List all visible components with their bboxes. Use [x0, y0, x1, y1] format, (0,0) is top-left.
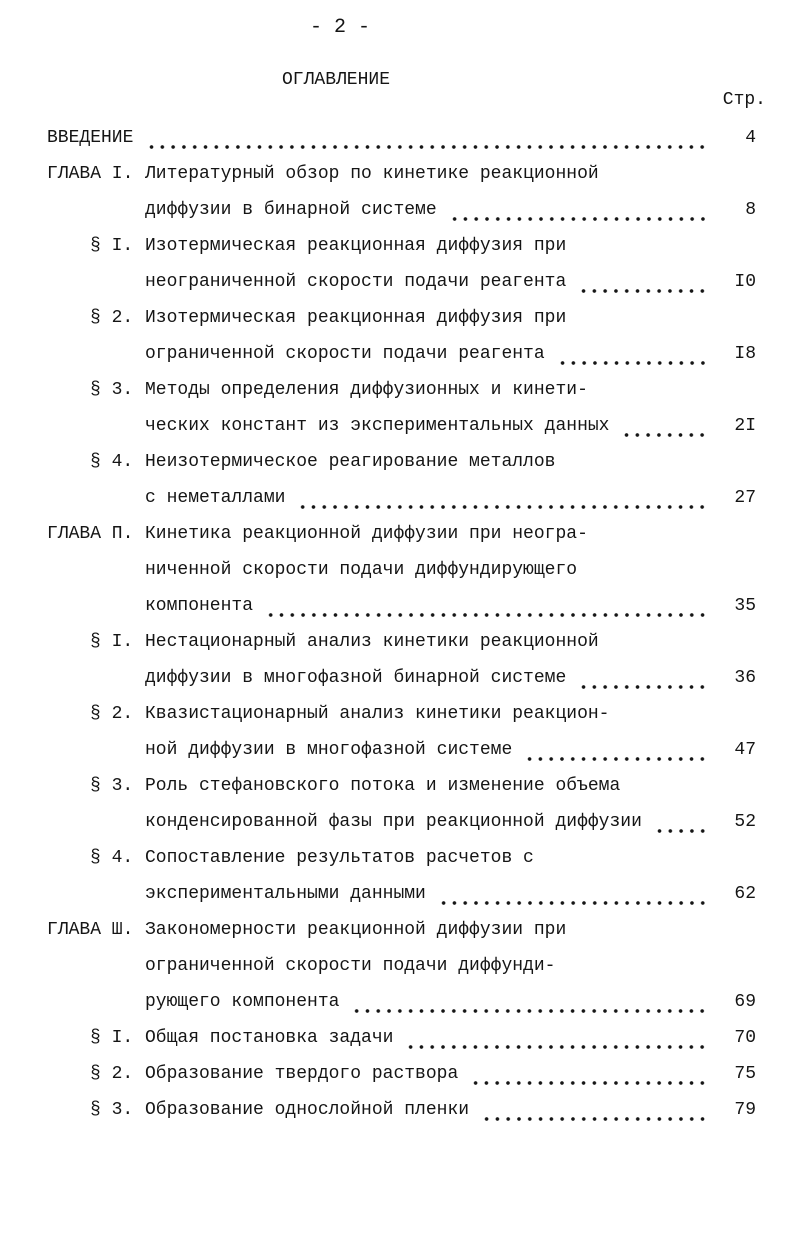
- page-reference: I0: [734, 272, 756, 292]
- dot-leader: [264, 588, 708, 624]
- page-reference: 47: [734, 740, 756, 760]
- entry-text-line: [0, 696, 712, 732]
- entry-title-text: компонента: [145, 596, 254, 616]
- entry-text-line: [0, 948, 712, 984]
- page-reference: 2I: [734, 416, 756, 436]
- entry-text-line: [0, 444, 712, 480]
- entry-text-line: [0, 372, 712, 408]
- entry-title-text: неограниченной скорости подачи реагента: [145, 272, 567, 292]
- dot-leader: [577, 660, 708, 696]
- entry-title-text: рующего компонента: [145, 992, 340, 1012]
- section-label: § 3.: [90, 776, 134, 796]
- entry-title-text: ческих констант из экспериментальных данных: [145, 416, 610, 436]
- entry-text-line: [0, 408, 712, 444]
- entry-text-line: [0, 732, 712, 768]
- page-reference: I8: [734, 344, 756, 364]
- entry-text-line: [0, 264, 712, 300]
- entry-title-text: Нестационарный анализ кинетики реакционной: [145, 632, 599, 652]
- page-reference: 27: [734, 488, 756, 508]
- entry-title-text: с неметаллами: [145, 488, 286, 508]
- entry-text-line: [0, 336, 712, 372]
- entry-title-text: Роль стефановского потока и изменение объема: [145, 776, 621, 796]
- dot-leader: [577, 264, 708, 300]
- page-reference: 8: [745, 200, 756, 220]
- entry-text-line: [0, 660, 712, 696]
- dot-leader: [350, 984, 708, 1020]
- entry-text-line: [0, 516, 712, 552]
- dot-leader: [437, 876, 708, 912]
- entry-title-text: Изотермическая реакционная диффузия при: [145, 308, 567, 328]
- entry-title-text: ниченной скорости подачи диффундирующего: [145, 560, 578, 580]
- entry-title-text: конденсированной фазы при реакционной диффузии: [145, 812, 642, 832]
- chapter-label: ГЛАВА П.: [47, 524, 134, 544]
- dot-leader: [620, 408, 708, 444]
- entry-text-line: [0, 1020, 712, 1056]
- entry-text-line: [0, 984, 712, 1020]
- dot-leader: [523, 732, 708, 768]
- entry-title-text: диффузии в многофазной бинарной системе: [145, 668, 567, 688]
- entry-text-line: [0, 228, 712, 264]
- entry-text-line: [0, 588, 712, 624]
- dot-leader: [448, 192, 708, 228]
- section-label: § 3.: [90, 1100, 134, 1120]
- entry-text-line: [0, 192, 712, 228]
- entry-title-text: ВВЕДЕНИЕ: [47, 128, 134, 148]
- page-reference: 75: [734, 1064, 756, 1084]
- section-label: § 2.: [90, 704, 134, 724]
- entry-title-text: ограниченной скорости подачи реагента: [145, 344, 545, 364]
- entry-title-text: Неизотермическое реагирование металлов: [145, 452, 556, 472]
- page-column-header: Стр.: [722, 90, 766, 110]
- chapter-label: ГЛАВА Ш.: [47, 920, 134, 940]
- entry-text-line: [0, 1056, 712, 1092]
- entry-text-line: [0, 480, 712, 516]
- entry-text-line: [0, 120, 712, 156]
- entry-title-text: Общая постановка задачи: [145, 1028, 394, 1048]
- entry-title-text: Изотермическая реакционная диффузия при: [145, 236, 567, 256]
- page-reference: 36: [734, 668, 756, 688]
- entry-text-line: [0, 624, 712, 660]
- section-label: § I.: [90, 236, 134, 256]
- section-label: § 4.: [90, 848, 134, 868]
- page-reference: 79: [734, 1100, 756, 1120]
- section-label: § 2.: [90, 1064, 134, 1084]
- entry-text-line: [0, 768, 712, 804]
- entry-title-text: Литературный обзор по кинетике реакционной: [145, 164, 599, 184]
- entry-text-line: [0, 156, 712, 192]
- entry-title-text: ной диффузии в многофазной системе: [145, 740, 513, 760]
- entry-title-text: Закономерности реакционной диффузии при: [145, 920, 567, 940]
- section-label: § 2.: [90, 308, 134, 328]
- chapter-label: ГЛАВА I.: [47, 164, 134, 184]
- page-reference: 52: [734, 812, 756, 832]
- section-label: § 3.: [90, 380, 134, 400]
- entry-text-line: [0, 840, 712, 876]
- dot-leader: [469, 1056, 708, 1092]
- entry-text-line: [0, 912, 712, 948]
- dot-leader: [556, 336, 708, 372]
- entry-title-text: Сопоставление результатов расчетов с: [145, 848, 534, 868]
- section-label: § I.: [90, 632, 134, 652]
- entry-title-text: Образование однослойной пленки: [145, 1100, 470, 1120]
- section-label: § I.: [90, 1028, 134, 1048]
- page-reference: 4: [745, 128, 756, 148]
- entry-title-text: экспериментальными данными: [145, 884, 426, 904]
- dot-leader: [653, 804, 708, 840]
- page-reference: 35: [734, 596, 756, 616]
- page-reference: 70: [734, 1028, 756, 1048]
- document-title: ОГЛАВЛЕНИЕ: [281, 70, 391, 90]
- dot-leader: [296, 480, 708, 516]
- entry-title-text: Образование твердого раствора: [145, 1064, 459, 1084]
- entry-title-text: диффузии в бинарной системе: [145, 200, 437, 220]
- dot-leader: [480, 1092, 708, 1128]
- dot-leader: [404, 1020, 708, 1056]
- page-reference: 69: [734, 992, 756, 1012]
- entry-text-line: [0, 1092, 712, 1128]
- entry-title-text: Квазистационарный анализ кинетики реакцион-: [145, 704, 610, 724]
- entry-text-line: [0, 804, 712, 840]
- page-number: - 2 -: [309, 16, 370, 39]
- entry-text-line: [0, 300, 712, 336]
- page-reference: 62: [734, 884, 756, 904]
- entry-title-text: Методы определения диффузионных и кинети-: [145, 380, 588, 400]
- entry-text-line: [0, 876, 712, 912]
- entry-title-text: Кинетика реакционной диффузии при неогра-: [145, 524, 588, 544]
- entry-text-line: [0, 552, 712, 588]
- entry-title-text: ограниченной скорости подачи диффунди-: [145, 956, 556, 976]
- section-label: § 4.: [90, 452, 134, 472]
- dot-leader: [144, 120, 708, 156]
